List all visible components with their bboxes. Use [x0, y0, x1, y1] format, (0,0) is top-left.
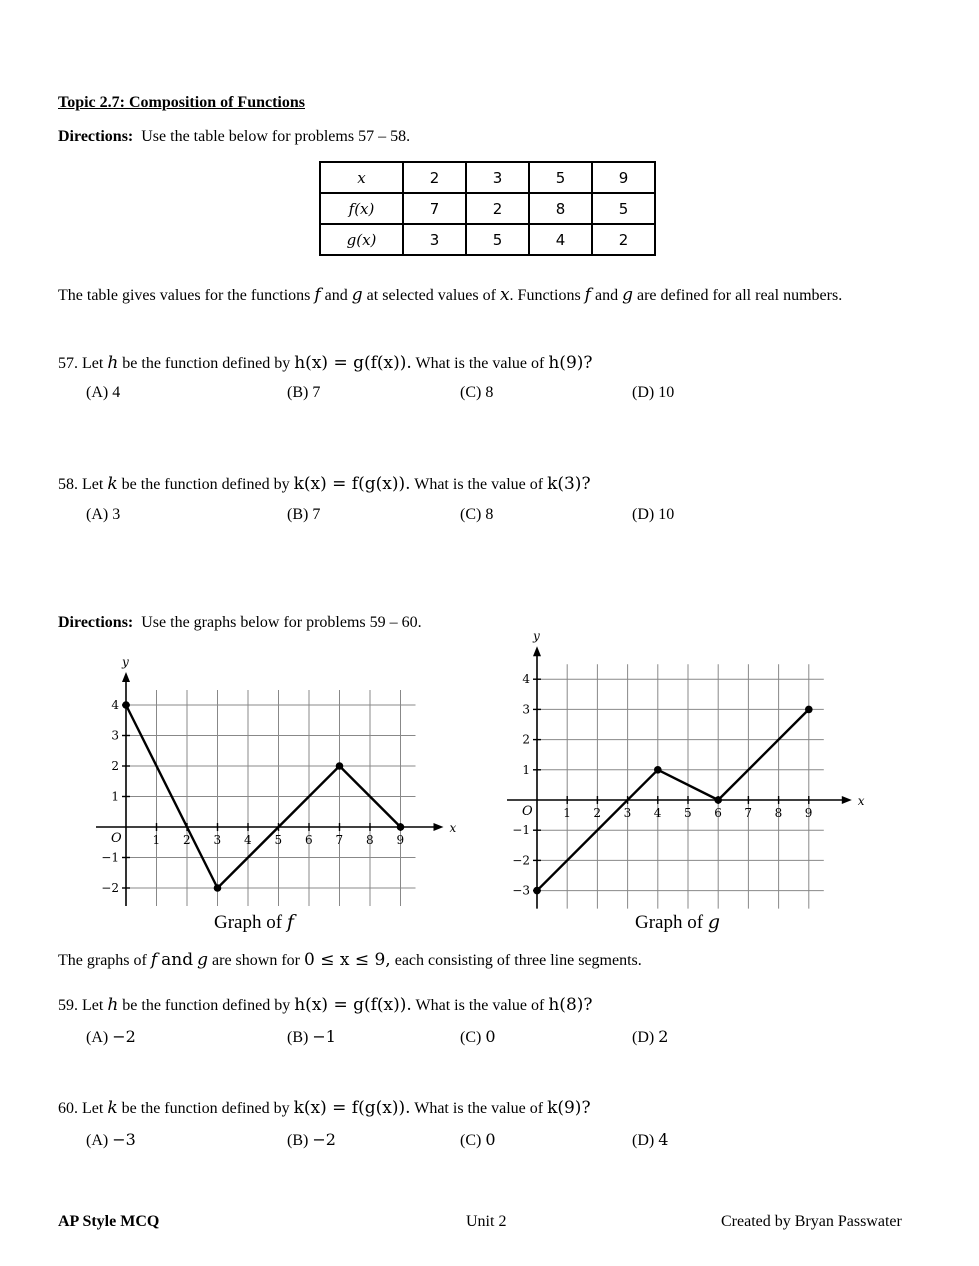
y-tick-label: 2	[111, 759, 119, 773]
choice-d[interactable]: (D) 10	[632, 506, 675, 523]
caption-text: Graph of	[214, 912, 283, 933]
choice-label: (C)	[460, 1132, 482, 1149]
question-number: 57.	[58, 355, 78, 372]
y-tick-label: −2	[101, 881, 119, 895]
y-tick-label: 4	[522, 672, 530, 687]
fn-f: f	[584, 285, 591, 305]
question-target: h(9)?	[548, 353, 593, 373]
table-cell: 5	[529, 162, 592, 193]
x-tick-label: 7	[744, 806, 753, 820]
choice-c[interactable]: (C) 8	[460, 384, 494, 401]
x-tick-label: 6	[714, 806, 722, 820]
choice-label: (A)	[86, 1132, 109, 1149]
question-text: Let	[82, 1100, 104, 1117]
x-tick-label: 6	[305, 833, 313, 847]
fn-f: f	[314, 285, 321, 305]
choice-value: 4	[658, 1130, 669, 1149]
choice-value: −2	[312, 1130, 336, 1149]
x-tick-label: 2	[593, 806, 602, 820]
x-tick-label: 2	[183, 833, 191, 847]
x-tick-label: 1	[152, 833, 161, 847]
table-row-label: f(x)	[320, 193, 403, 224]
data-point	[654, 766, 662, 774]
question-definition: h(x) = g(f(x)).	[294, 995, 412, 1015]
choice-a[interactable]: (A) 4	[86, 384, 121, 401]
note-text: are shown for	[212, 952, 300, 969]
line-segment	[718, 709, 809, 800]
note-text: and	[161, 950, 194, 970]
footer-right: Created by Bryan Passwater	[721, 1213, 902, 1230]
data-point	[122, 701, 130, 709]
fn-g: g	[197, 950, 209, 970]
choice-value: −3	[112, 1130, 136, 1149]
choice-d[interactable]	[632, 1027, 668, 1047]
question-fn: k	[107, 474, 118, 494]
question-text: What is the value of	[415, 355, 545, 372]
question-number: 59.	[58, 997, 78, 1014]
fn-g: g	[351, 285, 363, 305]
y-tick-label: 4	[111, 698, 119, 712]
choice-b[interactable]	[287, 1130, 336, 1150]
directions-text: Use the table below for problems 57 – 58.	[141, 128, 411, 145]
caption-text: Graph of	[635, 912, 704, 933]
footer-left: AP Style MCQ	[58, 1213, 160, 1230]
question-text: be the function defined by	[121, 476, 290, 493]
table-cell: 8	[529, 193, 592, 224]
question-target: k(9)?	[547, 1098, 591, 1118]
choice-label: (B)	[287, 1132, 309, 1149]
directions-2	[58, 614, 422, 632]
note-text: each consisting of three line segments.	[394, 952, 642, 969]
x-tick-label: 1	[563, 806, 571, 820]
graph-g-caption	[635, 911, 720, 934]
question-58	[58, 474, 591, 494]
graph-g	[495, 632, 875, 912]
question-text: be the function defined by	[122, 997, 291, 1014]
directions-1	[58, 128, 410, 146]
x-tick-label: 5	[684, 806, 692, 820]
choice-label: (D)	[632, 1029, 655, 1046]
y-tick-label: 1	[522, 762, 530, 777]
x-tick-label: 8	[774, 806, 783, 820]
choice-value: −1	[312, 1027, 336, 1046]
table-row	[320, 162, 655, 193]
choice-b[interactable]: (B) 7	[287, 384, 321, 401]
note-text: and	[324, 287, 348, 304]
question-text: What is the value of	[415, 997, 545, 1014]
question-definition: h(x) = g(f(x)).	[294, 353, 412, 373]
question-number: 60.	[58, 1100, 78, 1117]
domain-inequality: 0 ≤ x ≤ 9,	[303, 950, 391, 970]
choice-c[interactable]	[460, 1130, 496, 1150]
y-axis-label: y	[533, 632, 540, 644]
choice-value: −2	[112, 1027, 136, 1046]
question-fn: h	[107, 353, 119, 373]
origin-label: O	[522, 804, 533, 819]
fn-f: f	[150, 950, 158, 970]
y-axis-arrow	[122, 672, 130, 682]
y-tick-label: −3	[512, 883, 530, 898]
directions-label: Directions:	[58, 128, 134, 145]
x-tick-label: 4	[653, 806, 662, 820]
choice-a[interactable]	[86, 1130, 136, 1150]
question-text: Let	[82, 355, 104, 372]
x-axis-arrow	[842, 796, 852, 804]
x-axis-label: x	[449, 821, 457, 835]
y-tick-label: 2	[522, 732, 530, 747]
data-point	[533, 887, 541, 895]
caption-fn: f	[286, 911, 294, 933]
directions-text: Use the graphs below for problems 59 – 60.	[141, 614, 422, 631]
choice-c[interactable]: (C) 8	[460, 506, 494, 523]
question-definition: k(x) = f(g(x)).	[293, 474, 411, 494]
table-cell: 2	[592, 224, 655, 255]
graph-f	[80, 655, 470, 935]
choice-value: 2	[658, 1027, 669, 1046]
y-tick-label: −2	[512, 853, 530, 868]
question-text: Let	[82, 476, 104, 493]
y-tick-label: 1	[111, 789, 119, 804]
x-tick-label: 9	[396, 833, 405, 847]
choice-c[interactable]	[460, 1027, 496, 1047]
table-cell: 7	[403, 193, 466, 224]
choice-b[interactable]: (B) 7	[287, 506, 321, 523]
table-cell: 5	[592, 193, 655, 224]
question-text: Let	[82, 997, 104, 1014]
question-definition: k(x) = f(g(x)).	[293, 1098, 411, 1118]
choice-label: (A)	[86, 1029, 109, 1046]
question-fn: h	[107, 995, 119, 1015]
note-text: and	[594, 287, 619, 304]
choice-a[interactable]	[86, 1027, 136, 1047]
x-tick-label: 8	[366, 833, 374, 847]
note-text: are defined for all real numbers.	[636, 287, 843, 304]
data-point	[397, 823, 405, 831]
table-row	[320, 224, 655, 255]
question-fn: k	[107, 1098, 118, 1118]
question-57	[58, 353, 593, 373]
y-tick-label: −1	[512, 823, 530, 838]
function-value-table	[319, 161, 656, 256]
data-point	[805, 706, 813, 714]
choice-label: (D)	[632, 1132, 655, 1149]
note-text: . Functions	[509, 287, 581, 304]
table-cell: 3	[403, 224, 466, 255]
choice-d[interactable]: (D) 10	[632, 384, 675, 401]
footer-center: Unit 2	[466, 1213, 507, 1230]
x-tick-label: 9	[804, 806, 813, 820]
table-cell: 2	[403, 162, 466, 193]
table-note	[58, 285, 888, 306]
choice-label: (B)	[287, 1029, 309, 1046]
choice-label: (C)	[460, 1029, 482, 1046]
question-target: h(8)?	[548, 995, 593, 1015]
table-row-label: x	[320, 162, 403, 193]
table-cell: 3	[466, 162, 529, 193]
data-point	[714, 796, 722, 804]
table-cell: 2	[466, 193, 529, 224]
fn-g: g	[622, 285, 633, 305]
table-cell: 9	[592, 162, 655, 193]
note-text: The table gives values for the functions	[58, 287, 311, 304]
y-axis-arrow	[533, 646, 541, 656]
question-text: What is the value of	[414, 1100, 544, 1117]
question-target: k(3)?	[547, 474, 591, 494]
question-60	[58, 1098, 591, 1118]
caption-fn: g	[707, 911, 720, 933]
choice-a[interactable]: (A) 3	[86, 506, 121, 523]
choice-b[interactable]	[287, 1027, 336, 1047]
var-x: x	[499, 285, 510, 305]
y-tick-label: −1	[101, 850, 119, 865]
x-tick-label: 5	[274, 833, 283, 847]
y-tick-label: 3	[111, 728, 119, 743]
graph-note	[58, 950, 642, 970]
data-point	[336, 762, 344, 770]
y-tick-label: 3	[522, 702, 530, 717]
graph-f-caption	[214, 911, 294, 934]
page-title: Topic 2.7: Composition of Functions	[58, 94, 305, 111]
x-axis-arrow	[434, 823, 444, 831]
table-row	[320, 193, 655, 224]
question-text: What is the value of	[414, 476, 544, 493]
x-tick-label: 7	[335, 833, 344, 847]
x-tick-label: 3	[213, 833, 222, 847]
note-text: at selected values of	[366, 287, 496, 304]
x-tick-label: 3	[623, 806, 632, 820]
question-text: be the function defined by	[121, 1100, 290, 1117]
table-cell: 5	[466, 224, 529, 255]
choice-value: 0	[485, 1130, 496, 1149]
choice-d[interactable]	[632, 1130, 668, 1150]
origin-label: O	[111, 831, 122, 846]
question-text: be the function defined by	[122, 355, 291, 372]
table-cell: 4	[529, 224, 592, 255]
note-text: The graphs of	[58, 952, 147, 969]
question-59	[58, 995, 593, 1015]
directions-label: Directions:	[58, 614, 134, 631]
x-tick-label: 4	[244, 833, 252, 847]
choice-value: 0	[485, 1027, 496, 1046]
data-point	[214, 884, 222, 892]
table-row-label: g(x)	[320, 224, 403, 255]
x-axis-label: x	[857, 794, 865, 808]
question-number: 58.	[58, 476, 78, 493]
y-axis-label: y	[122, 655, 129, 669]
